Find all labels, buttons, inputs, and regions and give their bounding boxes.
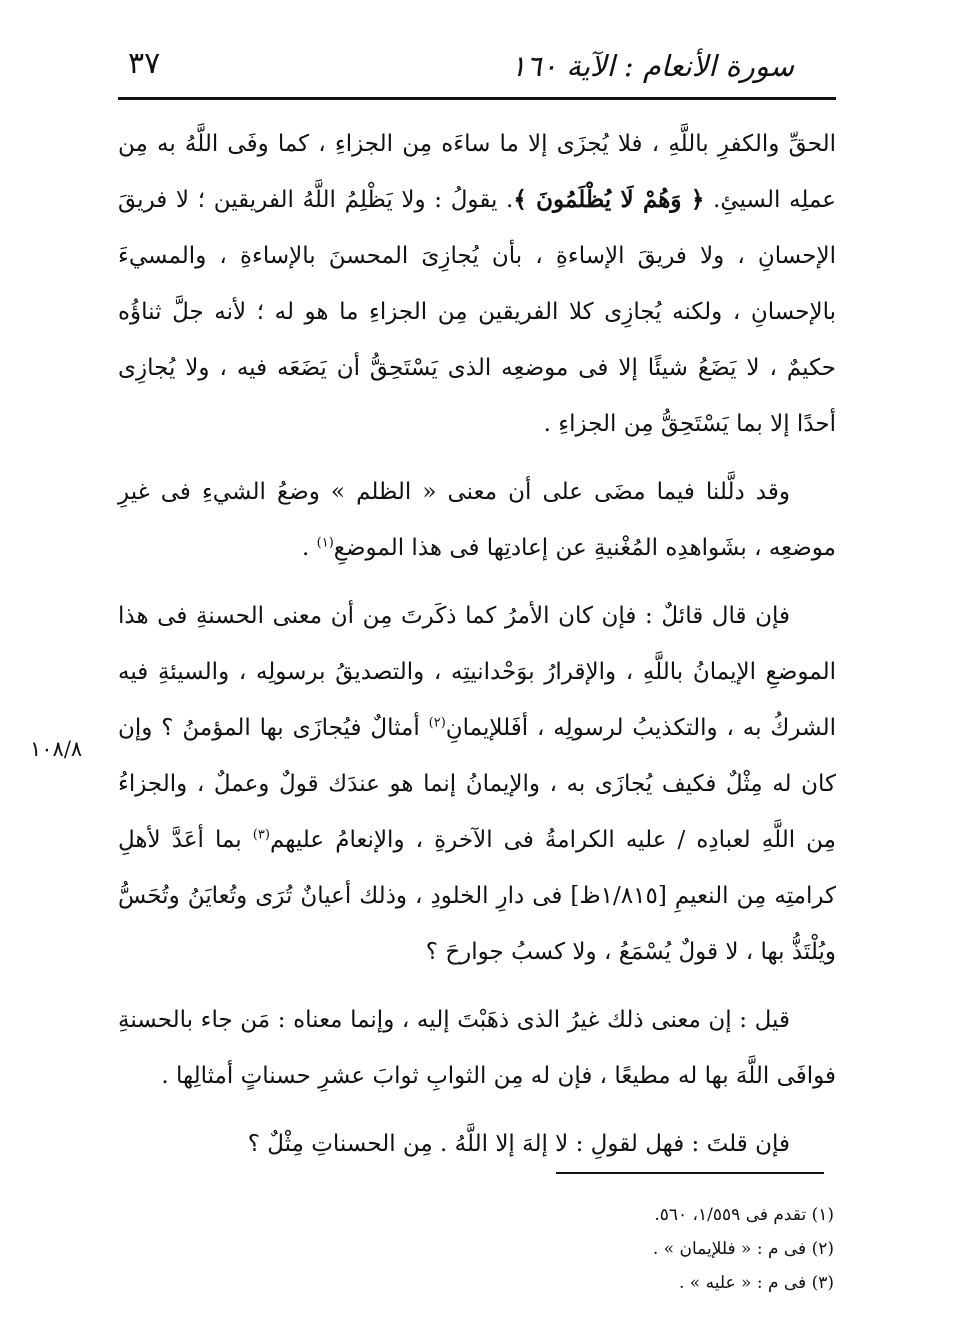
- paragraph-4: [118, 992, 836, 1104]
- paragraph-5: [118, 1116, 836, 1172]
- footnote-3: (٣) فى م : « عليه » .: [678, 1273, 834, 1293]
- margin-reference: ١٠٨/٨: [30, 737, 83, 761]
- footnote-reference: (٢): [428, 715, 446, 731]
- page-number: ٣٧: [128, 46, 161, 81]
- paragraph-text: أمثالٌ فيُجازَى بها المؤمنُ ؟ وإن كان له مِثْلٌ فكيف يُجازَى به ، والإيمانُ إنما هو عندَك قولٌ وعملٌ ، والجزاءُ مِن اللَّهِ لعبادِه / عليه الكرامةُ فى الآخرةِ ، والإنعامُ عليهم: [118, 715, 836, 853]
- paragraph-text: بما أعَدَّ لأهلِ كرامتِه مِن النعيمِ [١/٨١٥ظ] فى دارِ الخلودِ ، وذلك أعيانٌ تُرَى وتُعايَنُ وتُحَسُّ ويُلْتَذُّ بها ، لا قولٌ يُسْمَعُ ، ولا كسبُ جوارحَ ؟: [118, 827, 836, 965]
- footnote-2: (٢) فى م : « فللإيمان » .: [652, 1239, 834, 1259]
- paragraph-text: الحقِّ والكفرِ باللَّهِ ، فلا يُجزَى إلا ما ساءَه مِن الجزاءِ ، كما وفَى اللَّهُ به مِن عملِه السيئِ.: [118, 131, 836, 213]
- footnote-divider: [556, 1172, 824, 1174]
- paragraph-text: قيل : إن معنى ذلك غيرُ الذى ذهَبْتَ إليه ، وإنما معناه : مَن جاء بالحسنةِ فوافَى اللَّهَ بها له مطيعًا ، فإن له مِن الثوابِ ثوابَ عشرِ حسناتٍ أمثالِها .: [118, 1007, 836, 1089]
- header-divider: [118, 97, 836, 100]
- paragraph-text: وقد دلَّلنا فيما مضَى على أن معنى « الظلم » وضعُ الشيءِ فى غيرِ موضعِه ، بشَواهدِه المُغْنيةِ عن إعادتِها فى هذا الموضعِ: [118, 479, 836, 561]
- paragraph-text: فإن قلتَ : فهل لقولِ : لا إلهَ إلا اللَّهُ . مِن الحسناتِ مِثْلٌ ؟: [247, 1131, 790, 1157]
- footnote-1: (١) تقدم فى ١/٥٥٩، ٥٦٠.: [654, 1205, 834, 1225]
- surah-verse-title: سورة الأنعام : الآية ١٦٠: [510, 49, 794, 83]
- paragraph-1: [118, 116, 836, 452]
- paragraph-2: [118, 464, 836, 576]
- main-text: [118, 116, 836, 1184]
- paragraph-text: فإن قال قائلٌ : فإن كان الأمرُ كما ذكَرتَ مِن أن معنى الحسنةِ فى هذا الموضعِ الإيمانُ باللَّهِ ، والإقرارُ بوَحْدانيتِه ، والتصديقُ برسولِه ، والسيئةِ فيه الشركُ به ، والتكذيبُ لرسولِه ، أفَللإيمانِ: [118, 603, 836, 741]
- footnote-reference: (١): [316, 535, 334, 551]
- paragraph-text: .: [302, 535, 317, 561]
- footnote-reference: (٣): [252, 827, 270, 843]
- paragraph-text: . يقولُ : ولا يَظْلِمُ اللَّهُ الفريقين ؛ لا فريقَ الإحسانِ ، ولا فريقَ الإساءةِ ، بأن يُجازِىَ المحسنَ بالإساءةِ ، والمسيءَ بالإحسانِ ، ولكنه يُجازِى كلا الفريقين مِن الجزاءِ ما هو له ؛ لأنه جلَّ ثناؤُه حكيمٌ ، لا يَضَعُ شيئًا إلا فى موضعِه الذى يَسْتَحِقُّ أن يَضَعَه فيه ، ولا يُجازِى أحدًا إلا بما يَسْتَحِقُّ مِن الجزاءِ .: [118, 187, 836, 437]
- footnotes: [420, 1198, 834, 1300]
- running-header: [118, 40, 836, 96]
- paragraph-3: [118, 588, 836, 980]
- quran-quote: ﴿ وَهُمْ لَا يُظْلَمُونَ ﴾: [513, 186, 705, 213]
